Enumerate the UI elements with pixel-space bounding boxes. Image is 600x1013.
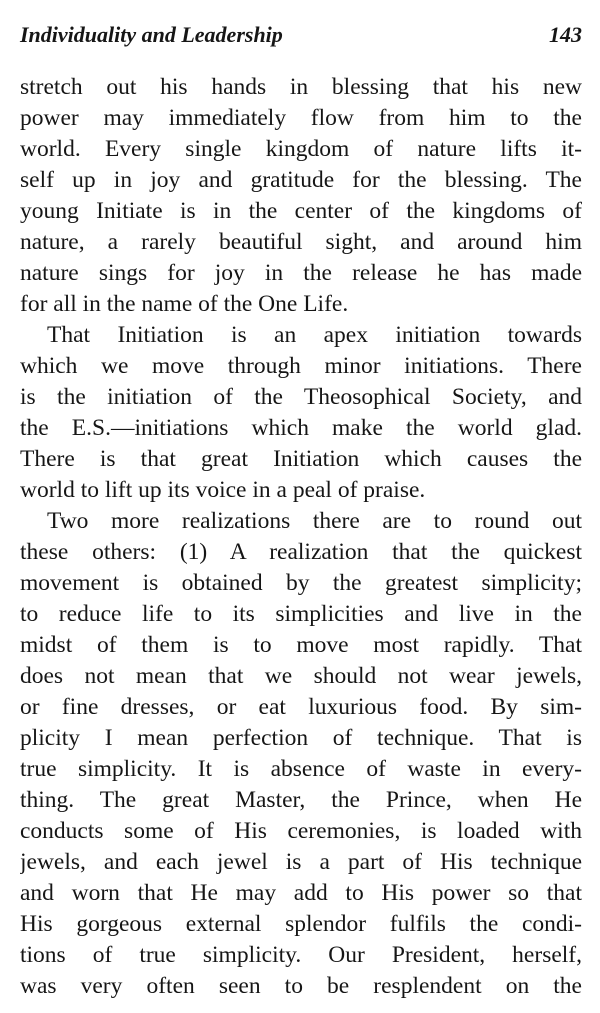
text-line: these others: (1) A realization that the quickest xyxy=(20,539,582,565)
text-line: to reduce life to its simplicities and live in the xyxy=(20,601,582,627)
text-line: which we move through minor initiations. There xyxy=(20,353,582,379)
text-line: conducts some of His ceremonies, is loaded with xyxy=(20,818,582,844)
text-line: true simplicity. It is absence of waste in every- xyxy=(20,756,582,782)
paragraph-1 xyxy=(20,72,582,320)
text-line: tions of true simplicity. Our President, herself, xyxy=(20,942,582,968)
text-line: His gorgeous external splendor fulfils the condi- xyxy=(20,911,582,937)
chapter-title: Individuality and Leadership xyxy=(20,22,283,47)
text-line: stretch out his hands in blessing that his new xyxy=(20,74,582,100)
text-line: midst of them is to move most rapidly. That xyxy=(20,632,582,658)
text-line: and worn that He may add to His power so that xyxy=(20,880,582,906)
text-line: nature sings for joy in the release he has made xyxy=(20,260,582,286)
text-line: power may immediately flow from him to the xyxy=(20,105,582,131)
text-line: the E.S.—initiations which make the world glad. xyxy=(20,415,582,441)
text-line: movement is obtained by the greatest simplicity; xyxy=(20,570,582,596)
text-line: does not mean that we should not wear jewels, xyxy=(20,663,582,689)
text-line: was very often seen to be resplendent on the xyxy=(20,973,582,999)
paragraph-3 xyxy=(20,506,582,1002)
text-line: or fine dresses, or eat luxurious food. By sim- xyxy=(20,694,582,720)
text-line: self up in joy and gratitude for the blessing. The xyxy=(20,167,582,193)
text-line: for all in the name of the One Life. xyxy=(20,291,349,317)
text-line: That Initiation is an apex initiation towards xyxy=(47,322,582,348)
text-line: young Initiate is in the center of the kingdoms of xyxy=(20,198,582,224)
page-number: 143 xyxy=(549,22,582,47)
text-line: There is that great Initiation which causes the xyxy=(20,446,582,472)
text-line: thing. The great Master, the Prince, when He xyxy=(20,787,582,813)
text-line: world. Every single kingdom of nature lifts it- xyxy=(20,136,582,162)
text-line: plicity I mean perfection of technique. That is xyxy=(20,725,582,751)
text-line: world to lift up its voice in a peal of praise. xyxy=(20,477,426,503)
text-line: Two more realizations there are to round out xyxy=(47,508,582,534)
text-line: is the initiation of the Theosophical Society, and xyxy=(20,384,582,410)
running-head xyxy=(20,18,582,52)
body-text xyxy=(20,72,582,1002)
text-line: nature, a rarely beautiful sight, and around him xyxy=(20,229,582,255)
paragraph-2 xyxy=(20,320,582,506)
text-line: jewels, and each jewel is a part of His technique xyxy=(20,849,582,875)
